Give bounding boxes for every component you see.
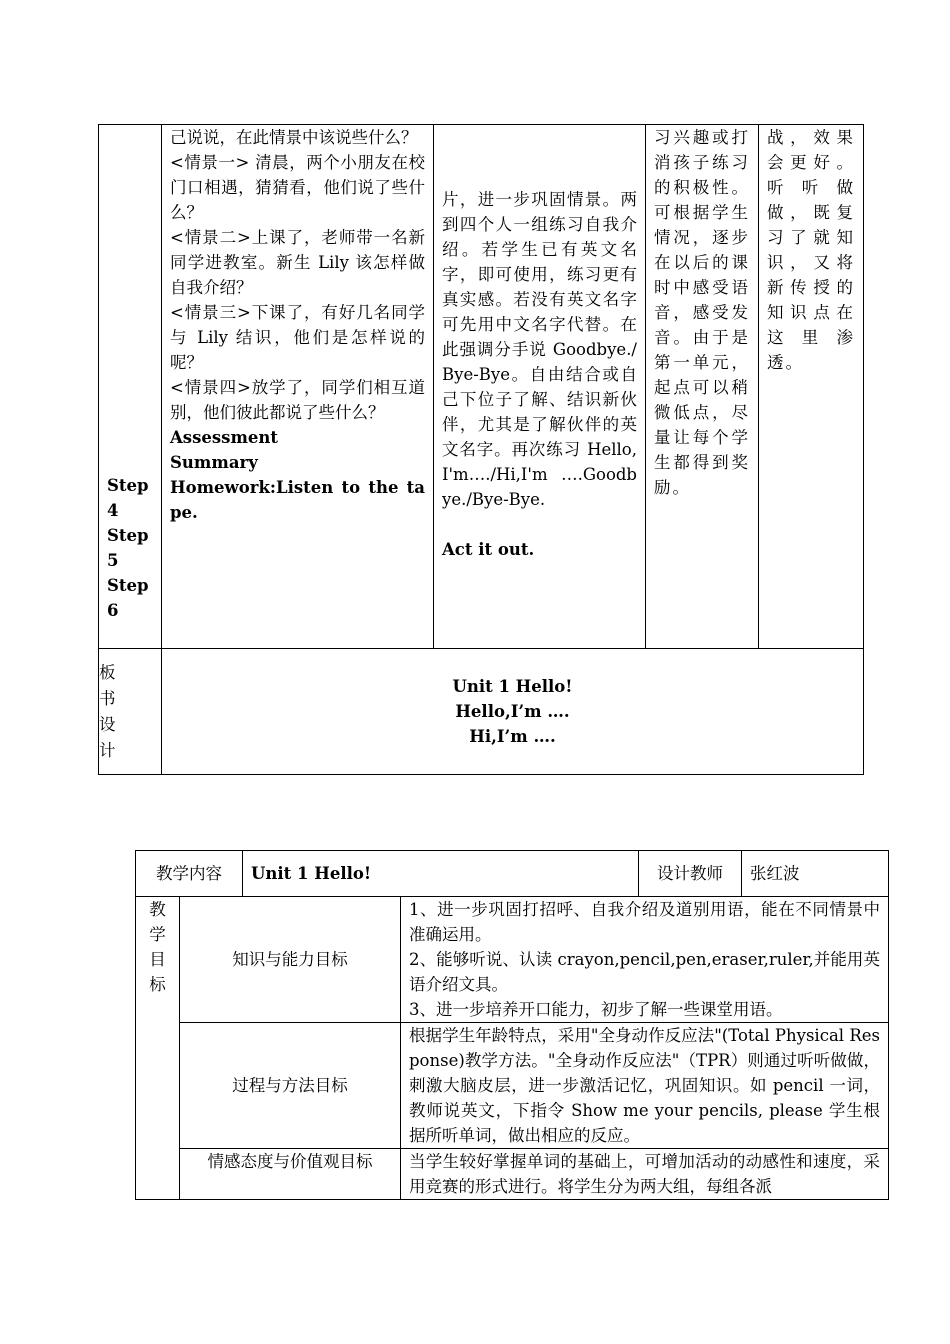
homework-label: Homework:Listen to the tape. xyxy=(170,478,425,522)
summary-label: Summary xyxy=(170,453,258,472)
step-label: Step xyxy=(107,476,149,495)
goal-text-cell xyxy=(401,1023,889,1149)
designer-label: 设计教师 xyxy=(657,864,723,883)
step-number: 5 xyxy=(107,551,119,570)
scenario-text: <情景一> 清晨，两个小朋友在校门口相遇，猜猜看，他们说了些什么？ xyxy=(170,153,425,222)
board-design-label: 板书设计 xyxy=(99,662,122,760)
knowledge-goal-label: 知识与能力目标 xyxy=(232,950,348,969)
content-value-cell xyxy=(243,851,639,897)
content-label-cell xyxy=(136,851,243,897)
notes-cell xyxy=(759,125,864,649)
designer-label-cell xyxy=(639,851,742,897)
board-line: Hello,I’m …. xyxy=(455,702,570,721)
teaching-process-table xyxy=(98,124,864,775)
designer-value: 张红波 xyxy=(750,864,800,883)
content-label: 教学内容 xyxy=(156,864,222,883)
goals-label-cell xyxy=(136,897,180,1200)
assessment-label: Assessment xyxy=(170,428,279,447)
content-value: Unit 1 Hello! xyxy=(251,864,372,883)
goal-label-cell xyxy=(180,1023,401,1149)
board-line: Unit 1 Hello! xyxy=(452,677,573,696)
attitude-goal-text: 当学生较好掌握单词的基础上，可增加活动的动感性和速度，采用竞赛的形式进行。将学生分为两大组，每组各派 xyxy=(409,1152,880,1196)
student-activity-cell xyxy=(434,125,646,649)
designer-value-cell xyxy=(742,851,889,897)
goals-label: 教学目标 xyxy=(149,900,166,994)
step-label: Step xyxy=(107,576,149,595)
goal-text-cell xyxy=(401,897,889,1023)
scenario-text: <情景四>放学了，同学们相互道别，他们彼此都说了些什么？ xyxy=(170,378,425,422)
scenario-text: 己说说，在此情景中该说些什么？ xyxy=(170,128,418,147)
act-it-out-text: Act it out. xyxy=(442,540,535,559)
goal-label-cell xyxy=(180,1149,401,1200)
board-line: Hi,I’m …. xyxy=(469,727,556,746)
process-goal-text: 根据学生年龄特点，采用"全身动作反应法"(Total Physical Response)教学方法。"全身动作反应法"（TPR）则通过听听做做，刺激大脑皮层，进一步激活记忆，巩固知识。如 pencil 一词，教师说英文，下指令 Show me your pencils, please 学生根据所听单词，做出相应的反应。 xyxy=(409,1026,880,1145)
process-goal-label: 过程与方法目标 xyxy=(232,1076,348,1095)
board-design-label-cell xyxy=(99,649,162,775)
step-column xyxy=(99,125,162,649)
scenario-text: <情景三>下课了，有好几名同学与 Lily 结识，他们是怎样说的呢？ xyxy=(170,303,425,372)
board-design-content xyxy=(162,649,864,775)
design-intent-cell xyxy=(646,125,759,649)
scenario-text: <情景二>上课了，老师带一名新同学进教室。新生 Lily 该怎样做自我介绍？ xyxy=(170,228,425,297)
step-number: 6 xyxy=(107,601,119,620)
teaching-content-cell xyxy=(162,125,434,649)
step-number: 4 xyxy=(107,501,119,520)
knowledge-goal-text: 1、进一步巩固打招呼、自我介绍及道别用语，能在不同情景中准确运用。 2、能够听说、认读 crayon,pencil,pen,eraser,ruler,并能用英语介绍文具。 3、进一步培养开口能力，初步了解一些课堂用语。 xyxy=(409,900,880,1019)
activity-text: 片，进一步巩固情景。两到四个人一组练习自我介绍。若学生已有英文名字，即可使用，练习更有真实感。若没有英文名字可先用中文名字代替。在此强调分手说 Goodbye./Bye-Bye。自由结合或自己下位子了解、结识新伙伴，尤其是了解伙伴的英文名字。再次练习 Hello, I'm…./Hi,I'm ….Goodbye./Bye-Bye. xyxy=(442,190,637,509)
notes-text: 战，效果会更好。听听做做，既复习了就知识，又将新传授的知识点在这里渗透。 xyxy=(767,128,855,372)
attitude-goal-label: 情感态度与价值观目标 xyxy=(207,1152,373,1171)
intent-text: 习兴趣或打消孩子练习的积极性。可根据学生情况，逐步在以后的课时中感受语音，感受发音。由于是第一单元，起点可以稍微低点，尽量让每个学生都得到奖励。 xyxy=(654,128,750,497)
goal-text-cell xyxy=(401,1149,889,1200)
teaching-objectives-table xyxy=(135,850,889,1200)
goal-label-cell xyxy=(180,897,401,1023)
step-label: Step xyxy=(107,526,149,545)
